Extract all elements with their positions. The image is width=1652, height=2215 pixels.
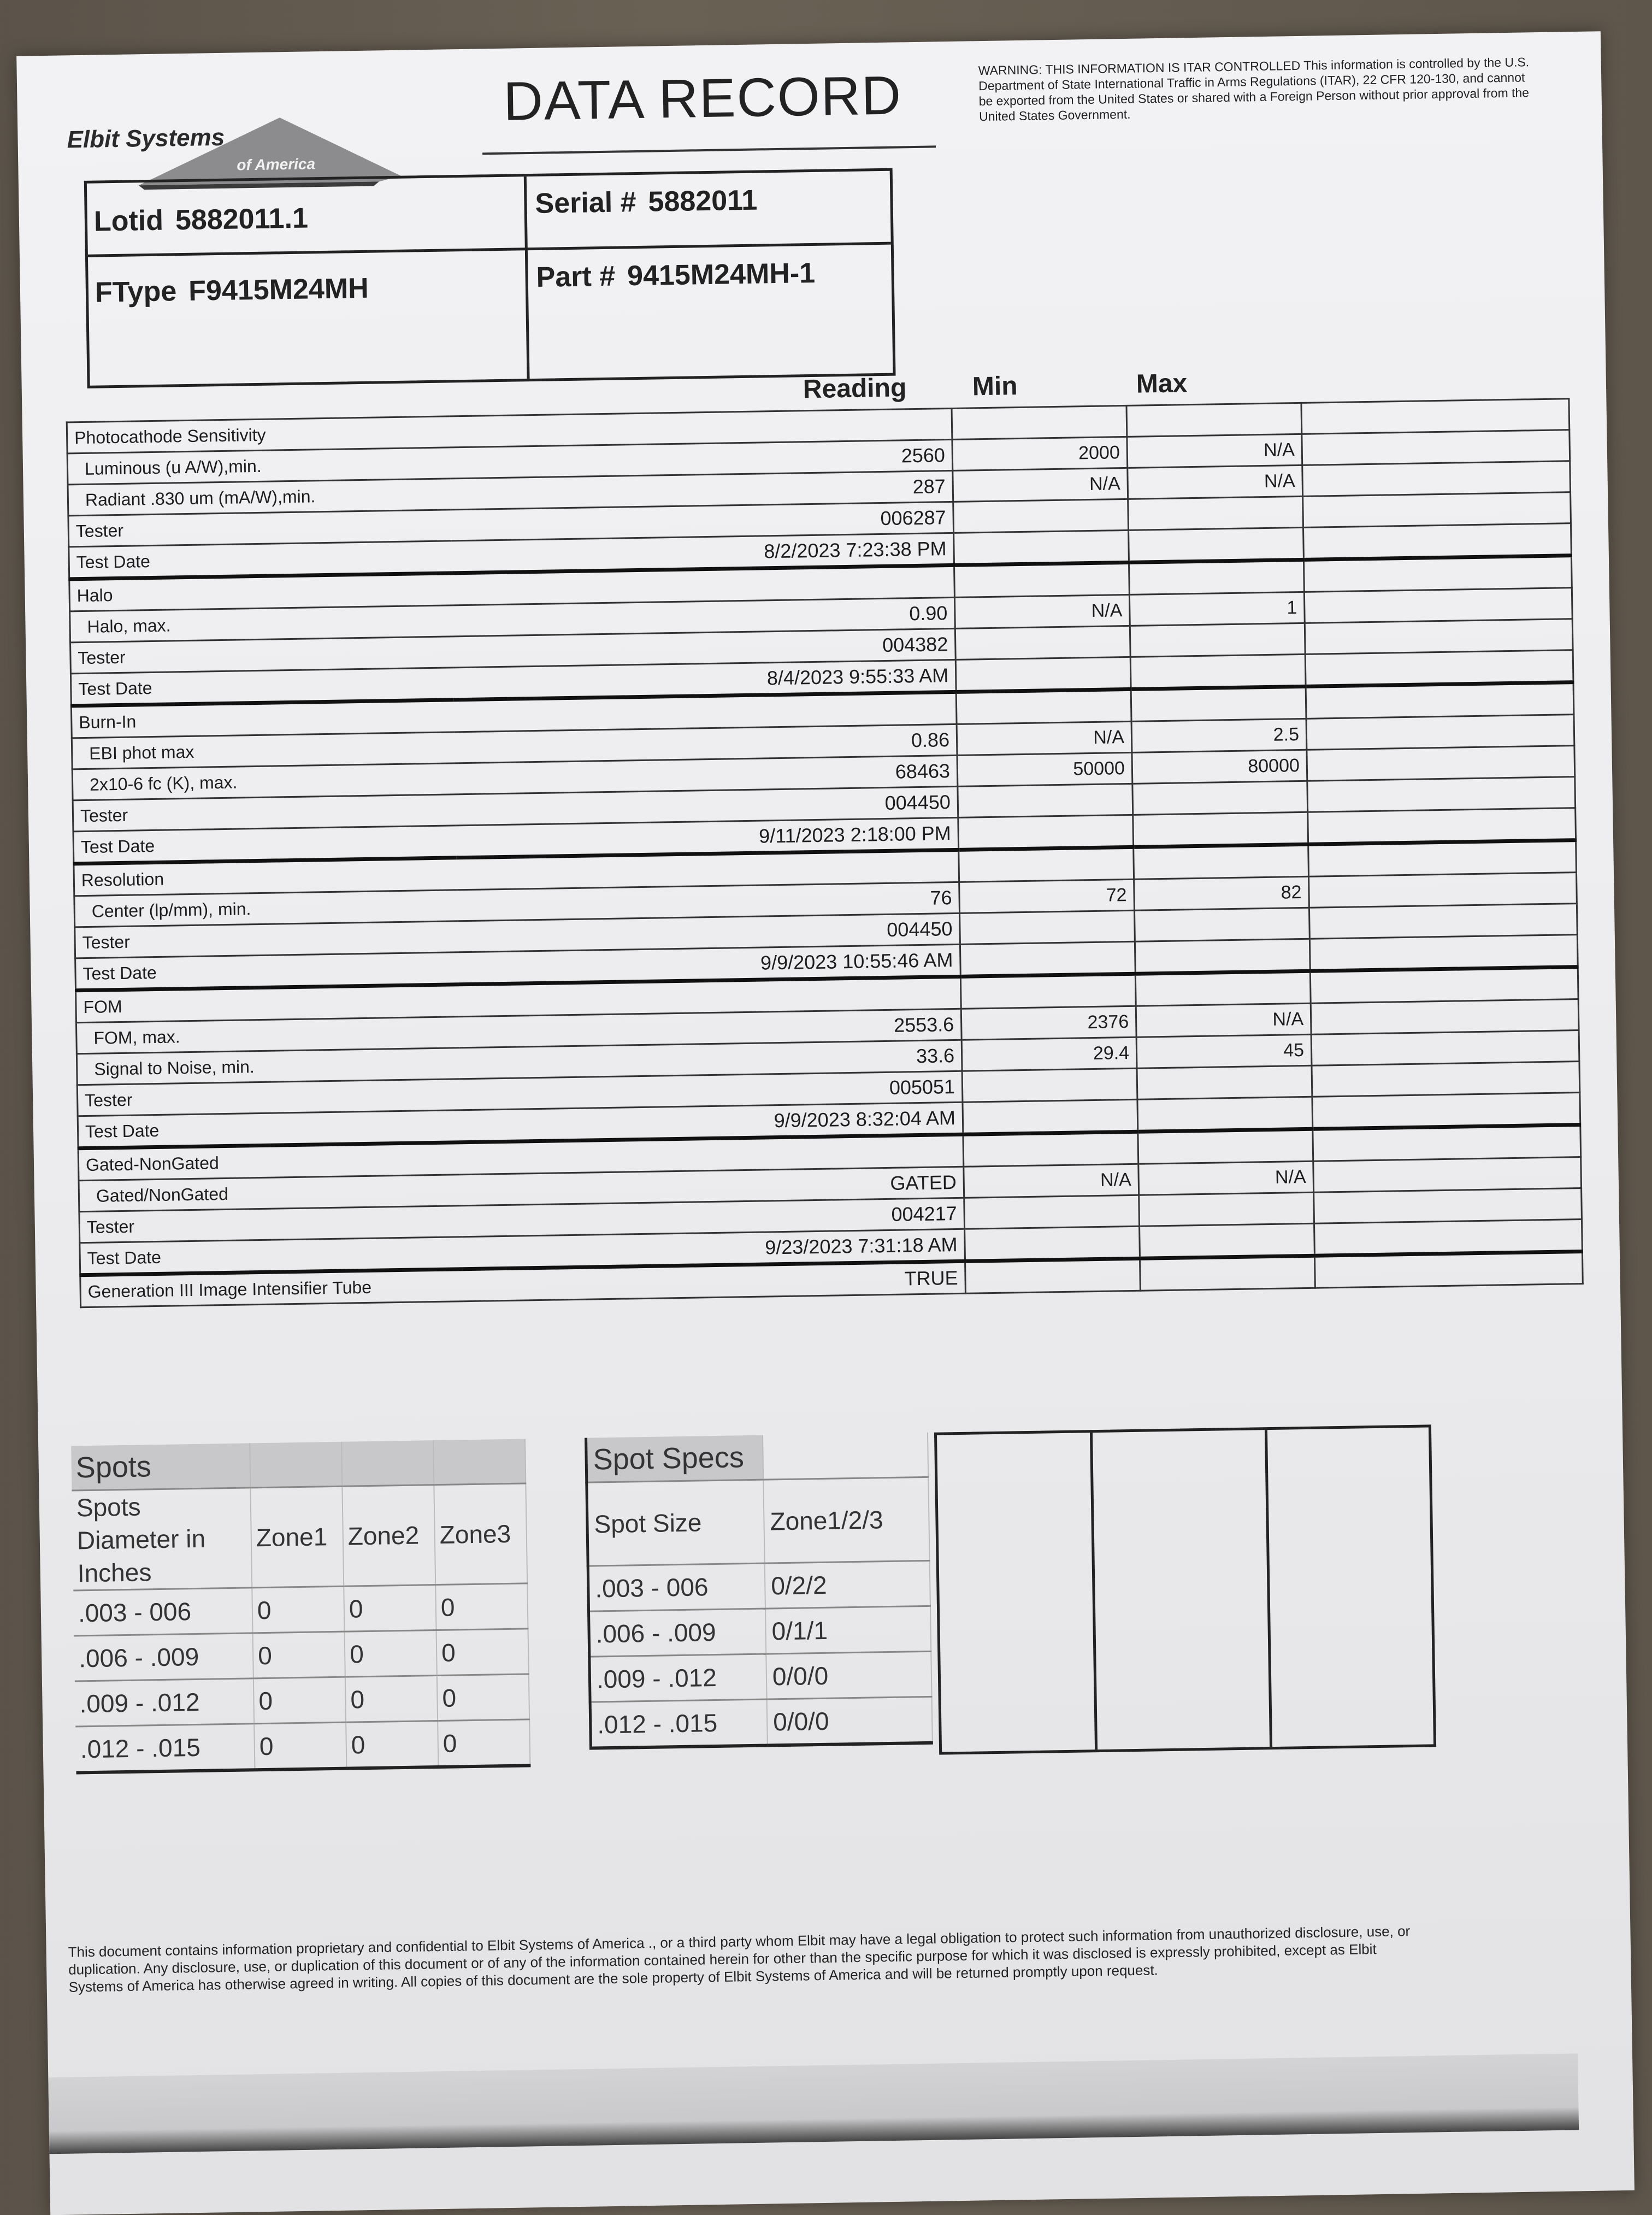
spot-zone-limit: 0/1/1: [765, 1606, 931, 1654]
row-label: Photocathode Sensitivity: [67, 416, 450, 453]
max-value: [1126, 403, 1302, 437]
row-label: Radiant .830 um (mA/W),min.: [68, 479, 451, 516]
max-value: [1134, 908, 1309, 941]
min-value: [963, 1099, 1138, 1134]
reading-value: TRUE: [463, 1261, 966, 1301]
min-value: 2000: [952, 437, 1128, 470]
reading-value: 004217: [462, 1198, 965, 1236]
max-value: [1135, 971, 1311, 1006]
row-label: Tester: [73, 794, 456, 832]
logo-name: Elbit Systems: [67, 123, 225, 154]
row-label: Halo: [69, 573, 452, 611]
row-label: Signal to Noise, min.: [76, 1048, 459, 1085]
blank-cell: [1312, 1093, 1580, 1129]
row-label: Test Date: [80, 1237, 463, 1275]
blank-cell: [1307, 777, 1576, 812]
id-box-divider: [88, 242, 891, 257]
spot-diameter: .006 - .009: [74, 1633, 253, 1681]
lotid-value: 5882011.1: [175, 202, 309, 237]
max-value: [1134, 844, 1309, 879]
max-value: 2.5: [1131, 718, 1307, 752]
max-value: [1139, 1192, 1314, 1226]
min-value: [964, 1195, 1140, 1229]
reading-value: 9/23/2023 7:31:18 AM: [462, 1229, 965, 1269]
serial-value: 5882011: [648, 184, 758, 218]
min-value: [965, 1258, 1141, 1293]
min-value: N/A: [954, 594, 1130, 628]
zone2-count: 0: [344, 1585, 436, 1632]
ftype-value: F9415M24MH: [188, 272, 369, 307]
bottom-gray-band: [48, 2053, 1579, 2154]
row-label: Center (lp/mm), min.: [74, 890, 457, 927]
blank-cell: [1302, 430, 1570, 466]
max-value: 1: [1129, 592, 1305, 626]
max-value: [1137, 1097, 1313, 1132]
max-value: [1140, 1223, 1315, 1258]
spot-diameter: .012 - .015: [75, 1724, 255, 1773]
max-value: [1137, 1065, 1312, 1099]
row-label: EBI phot max: [72, 732, 455, 769]
spots-row: [75, 1719, 530, 1773]
row-label: FOM: [76, 985, 459, 1023]
blank-cell: [1313, 1157, 1582, 1193]
max-value: 80000: [1132, 750, 1307, 784]
row-label: FOM, max.: [76, 1017, 459, 1054]
max-value: [1129, 559, 1304, 594]
blank-cell: [1306, 682, 1574, 719]
max-value: [1128, 496, 1303, 530]
max-value: [1130, 623, 1305, 657]
max-value: [1130, 654, 1306, 689]
max-value: N/A: [1127, 434, 1302, 468]
zone1-count: 0: [254, 1722, 346, 1770]
reading-value: 33.6: [459, 1040, 962, 1079]
blank-cell: [1309, 935, 1578, 971]
part-value: 9415M24MH-1: [627, 257, 816, 292]
reading-value: 9/11/2023 2:18:00 PM: [456, 817, 959, 857]
spots-row: [74, 1629, 529, 1681]
data-record-sheet: [16, 31, 1635, 2215]
reading-value: GATED: [461, 1167, 964, 1205]
reading-value: 0.90: [452, 597, 955, 636]
blank-cell: [1313, 1125, 1581, 1162]
row-label: Gated-NonGated: [78, 1142, 461, 1181]
row-label: Tester: [68, 510, 451, 547]
min-value: [955, 657, 1131, 692]
min-value: N/A: [957, 721, 1132, 755]
spot-size: .006 - .009: [589, 1609, 766, 1657]
min-value: N/A: [953, 468, 1128, 502]
reading-value: 2560: [450, 439, 953, 478]
min-value: [958, 784, 1133, 817]
zone1-count: 0: [253, 1677, 346, 1724]
row-label: Tester: [75, 921, 458, 958]
max-value: [1140, 1256, 1315, 1291]
min-value: [954, 562, 1130, 597]
part-field: Part # 9415M24MH-1: [536, 257, 816, 293]
blank-cell: [1304, 588, 1572, 623]
spots-table: [71, 1439, 530, 1774]
spots-header-zone2: Zone2: [342, 1485, 435, 1587]
zone2-count: 0: [345, 1676, 438, 1723]
zone1-count: 0: [253, 1631, 345, 1678]
blank-cell: [1310, 967, 1578, 1004]
spot-specs-header-zones: Zone1/2/3: [763, 1477, 929, 1563]
reading-value: 287: [450, 470, 953, 509]
spot-size: .009 - .012: [589, 1654, 767, 1702]
spot-zone-limit: 0/0/0: [767, 1696, 933, 1745]
blank-cell: [1311, 1030, 1579, 1066]
column-header-min: Min: [972, 372, 1018, 402]
min-value: [960, 974, 1136, 1009]
title-underline: [482, 145, 936, 155]
blank-grid-box: [934, 1424, 1436, 1754]
min-value: [963, 1132, 1138, 1167]
reading-value: 76: [457, 882, 960, 921]
blank-cell: [1314, 1220, 1583, 1256]
row-label: 2x10-6 fc (K), max.: [72, 763, 455, 800]
row-label: Luminous (u A/W),min.: [67, 447, 450, 485]
ftype-field: FType F9415M24MH: [95, 272, 369, 309]
min-value: 72: [959, 879, 1135, 913]
row-label: Tester: [70, 637, 453, 674]
identification-box: [84, 168, 896, 388]
reading-value: 2553.6: [458, 1009, 961, 1047]
blank-cell: [1303, 492, 1571, 528]
column-header-reading: Reading: [803, 373, 907, 404]
min-value: [955, 626, 1130, 659]
spot-specs-row: [589, 1651, 932, 1702]
min-value: [959, 847, 1134, 882]
max-value: [1131, 686, 1306, 721]
row-label: Tester: [79, 1206, 462, 1243]
spot-size: .003 - 006: [588, 1563, 765, 1611]
zone3-count: 0: [436, 1629, 529, 1676]
zone2-count: 0: [346, 1721, 438, 1769]
min-value: 50000: [957, 752, 1132, 786]
zone3-count: 0: [435, 1583, 528, 1630]
reading-value: 68463: [455, 755, 958, 794]
max-value: [1138, 1129, 1313, 1164]
spot-zone-limit: 0/2/2: [765, 1560, 930, 1609]
blank-cell: [1309, 873, 1577, 908]
blank-cell: [1301, 399, 1570, 434]
spot-specs-row: [589, 1606, 931, 1657]
column-header-max: Max: [1136, 369, 1188, 399]
min-value: N/A: [964, 1164, 1139, 1198]
row-label: Test Date: [73, 826, 456, 864]
reading-value: 004450: [457, 913, 960, 952]
row-label: Gated/NonGated: [79, 1175, 462, 1212]
zone1-count: 0: [252, 1586, 344, 1633]
max-value: 82: [1134, 876, 1309, 910]
blank-cell: [1308, 808, 1576, 845]
max-value: 45: [1136, 1034, 1312, 1068]
row-label: Test Date: [75, 952, 458, 991]
reading-value: 8/2/2023 7:23:38 PM: [451, 533, 954, 573]
min-value: 29.4: [961, 1037, 1137, 1071]
measurement-table: [66, 398, 1584, 1308]
zone2-count: 0: [345, 1630, 437, 1677]
row-label: Test Date: [69, 541, 452, 579]
spots-row: [75, 1674, 529, 1727]
row-label: Resolution: [74, 858, 457, 896]
row-label: Test Date: [70, 668, 453, 706]
max-value: N/A: [1128, 465, 1303, 499]
spots-header-zone1: Zone1: [250, 1486, 344, 1588]
reading-value: 004450: [455, 786, 958, 825]
row-label: Halo, max.: [70, 605, 453, 643]
blank-cell: [1309, 904, 1577, 939]
reading-value: 005051: [459, 1071, 963, 1110]
spot-specs-row: [588, 1560, 930, 1611]
spot-diameter: .009 - .012: [75, 1678, 254, 1727]
min-value: [952, 405, 1127, 439]
max-value: [1135, 939, 1310, 974]
spots-title: Spots: [71, 1443, 250, 1491]
max-value: [1133, 812, 1308, 847]
blank-cell: [1302, 461, 1571, 497]
blank-cell: [1314, 1188, 1582, 1224]
blank-cell: [1303, 523, 1572, 560]
id-box-divider: [524, 176, 530, 379]
max-value: [1132, 781, 1308, 815]
row-label: Test Date: [78, 1110, 461, 1148]
min-value: [962, 1068, 1137, 1102]
zone3-count: 0: [437, 1674, 529, 1721]
blank-cell: [1311, 999, 1579, 1035]
blank-cell: [1305, 650, 1573, 687]
logo-subname: of America: [237, 155, 316, 174]
reading-value: 9/9/2023 10:55:46 AM: [458, 944, 961, 984]
spots-row: [73, 1583, 528, 1636]
confidentiality-notice: This document contains information proprietary and confidential to Elbit Systems of America ., or a third party whom Elbit may have a legal obligation to protect such information from unauthorized disclosure, use, or duplication. Any disclosure, use, or duplication of this document or of any of the information contained herein for other than the specific purpose for which it was disclosed is expressly prohibited, except as Elbit Systems of America has otherwise agreed in writing. All copies of this document are the sole property of Elbit Systems of America and will be returned promptly upon request.: [68, 1923, 1411, 1995]
min-value: [954, 530, 1129, 565]
min-value: [960, 910, 1135, 944]
reading-value: 9/9/2023 8:32:04 AM: [460, 1102, 963, 1142]
spots-header-zone3: Zone3: [434, 1483, 527, 1585]
reading-value: 006287: [451, 502, 954, 540]
spot-specs-table: [585, 1433, 933, 1750]
blank-cell: [1312, 1062, 1580, 1097]
min-value: [958, 815, 1134, 850]
spot-specs-row: [590, 1696, 933, 1748]
spot-zone-limit: 0/0/0: [766, 1651, 931, 1699]
blank-cell: [1308, 840, 1577, 877]
min-value: [960, 941, 1135, 976]
page-title: DATA RECORD: [503, 64, 902, 132]
spots-header-diameter: Spots Diameter in Inches: [72, 1488, 252, 1590]
lotid-field: Lotid 5882011.1: [93, 202, 309, 238]
row-label: Tester: [77, 1079, 460, 1116]
reading-value: 004382: [452, 628, 955, 667]
reading-value: 8/4/2023 9:55:33 AM: [453, 659, 956, 699]
spot-specs-header-size: Spot Size: [587, 1480, 765, 1566]
serial-field: Serial # 5882011: [535, 184, 758, 220]
spot-diameter: .003 - 006: [73, 1588, 252, 1636]
min-value: [953, 499, 1129, 533]
zone3-count: 0: [438, 1719, 530, 1767]
row-label: Generation III Image Intensifier Tube: [80, 1269, 463, 1307]
blank-cell: [1303, 556, 1572, 592]
max-value: N/A: [1138, 1161, 1314, 1195]
itar-warning: WARNING: THIS INFORMATION IS ITAR CONTROLLED This information is controlled by the U.S. Department of State International Traffic in Arms Regulations (ITAR), 22 CFR 120-130, and cannot be exported from the United States or shared with a Foreign Person without prior approval from the United States Government.: [978, 55, 1530, 124]
min-value: [956, 689, 1131, 724]
blank-cell: [1305, 619, 1573, 655]
blank-cell: [1314, 1252, 1583, 1288]
spot-size: .012 - .015: [590, 1699, 768, 1748]
spot-specs-title: Spot Specs: [586, 1435, 764, 1483]
row-label: Burn-In: [71, 700, 454, 738]
max-value: N/A: [1136, 1003, 1311, 1037]
min-value: 2376: [961, 1006, 1136, 1040]
blank-cell: [1306, 715, 1574, 750]
blank-cell: [1307, 746, 1575, 781]
min-value: [965, 1226, 1140, 1261]
reading-value: 0.86: [454, 724, 957, 763]
max-value: [1129, 527, 1304, 562]
